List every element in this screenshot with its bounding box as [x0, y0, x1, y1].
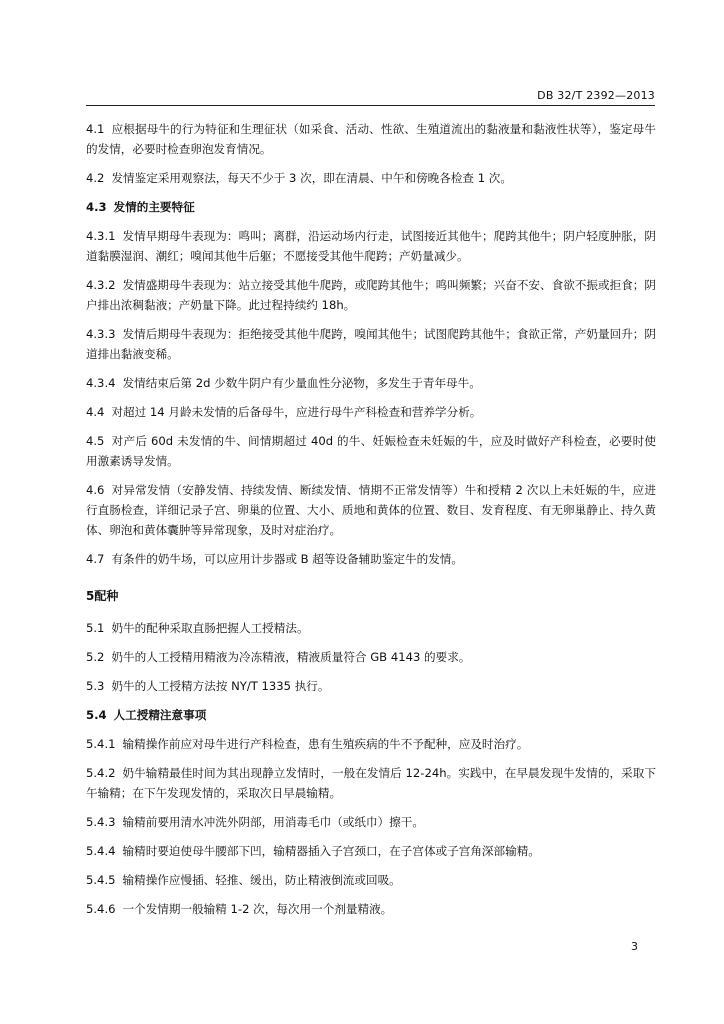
clause-text: 输精操作应慢插、轻推、缓出，防止精液倒流或回吸。 [122, 873, 401, 887]
clause-paragraph [86, 226, 656, 266]
clause-text: 对超过 14 月龄未发情的后备母牛，应进行母牛产科检查和营养学分析。 [111, 405, 482, 419]
clause-paragraph [86, 373, 656, 393]
standard-code: DB 32/T 2392—2013 [537, 89, 655, 102]
clause-number: 4.3.3 [86, 327, 116, 341]
clause-text: 输精时要迫使母牛腰部下凹，输精器插入子宫颈口，在子宫体或子宫角深部输精。 [122, 844, 540, 858]
clause-number: 5.4.1 [86, 737, 116, 751]
clause-number: 4.5 [86, 434, 105, 448]
clause-paragraph [86, 402, 656, 422]
clause-text: 奶牛的配种采取直肠把握人工授精法。 [111, 621, 309, 635]
clause-number: 4.6 [86, 483, 105, 497]
clause-text: 发情的主要特征 [113, 200, 195, 214]
chapter-heading [86, 586, 656, 606]
clause-number: 4.7 [86, 552, 105, 566]
clause-number: 4.3.1 [86, 229, 116, 243]
clause-number: 4.3 [86, 200, 107, 214]
clause-paragraph [86, 899, 656, 919]
clause-paragraph [86, 119, 656, 159]
clause-paragraph [86, 168, 656, 188]
clause-text: 奶牛输精最佳时间为其出现静立发情时，一般在发情后 12-24h。实践中，在早晨发现牛发情的，采取下午输精；在下午发现发情的，采取次日早晨输精。 [86, 766, 656, 800]
clause-text: 一个发情期一般输精 1-2 次，每次用一个剂量精液。 [122, 902, 393, 916]
clause-paragraph [86, 812, 656, 832]
document-body [86, 119, 656, 928]
clause-text: 发情鉴定采用观察法，每天不少于 3 次，即在清晨、中午和傍晚各检查 1 次。 [111, 171, 512, 185]
clause-number: 4.2 [86, 171, 105, 185]
clause-number: 5.4.3 [86, 815, 116, 829]
clause-paragraph [86, 870, 656, 890]
clause-number: 4.3.4 [86, 376, 116, 390]
clause-paragraph [86, 763, 656, 803]
header-rule [86, 105, 655, 106]
clause-text: 奶牛的人工授精方法按 NY/T 1335 执行。 [111, 679, 330, 693]
clause-text: 配种 [94, 589, 119, 603]
section-heading [86, 705, 656, 725]
clause-number: 5.4.2 [86, 766, 116, 780]
clause-number: 5.4 [86, 708, 107, 722]
clause-number: 4.1 [86, 122, 105, 136]
clause-number: 5.2 [86, 650, 105, 664]
clause-text: 发情早期母牛表现为：鸣叫；离群，沿运动场内行走，试图接近其他牛；爬跨其他牛；阴户轻度肿胀，阴道黏膜湿润、潮红；嗅闻其他牛后躯；不愿接受其他牛爬跨；产奶量减少。 [86, 229, 656, 263]
clause-paragraph [86, 275, 656, 315]
clause-number: 4.3.2 [86, 278, 116, 292]
clause-number: 4.4 [86, 405, 105, 419]
clause-paragraph [86, 647, 656, 667]
clause-paragraph [86, 324, 656, 364]
clause-number: 5.1 [86, 621, 105, 635]
clause-text: 对产后 60d 未发情的牛、间情期超过 40d 的牛、妊娠检查未妊娠的牛，应及时做好产科检查，必要时使用激素诱导发情。 [86, 434, 656, 468]
clause-number: 5.3 [86, 679, 105, 693]
clause-paragraph [86, 549, 656, 569]
clause-text: 发情盛期母牛表现为：站立接受其他牛爬跨，或爬跨其他牛；鸣叫频繁；兴奋不安、食欲不振或拒食；阴户排出浓稠黏液；产奶量下降。此过程持续约 18h。 [86, 278, 656, 312]
clause-paragraph [86, 676, 656, 696]
clause-number: 5.4.6 [86, 902, 116, 916]
page-number: 3 [631, 940, 638, 953]
clause-text: 对异常发情（安静发情、持续发情、断续发情、情期不正常发情等）牛和授精 2 次以上未妊娠的牛，应进行直肠检查，详细记录子宫、卵巢的位置、大小、质地和黄体的位置、数目、发育程度、有无卵巢静止、持久黄体、卵泡和黄体囊肿等异常现象，及时对症治疗。 [86, 483, 656, 537]
clause-text: 发情后期母牛表现为：拒绝接受其他牛爬跨，嗅闻其他牛；试图爬跨其他牛；食欲正常，产奶量回升；阴道排出黏液变稀。 [86, 327, 656, 361]
clause-paragraph [86, 841, 656, 861]
clause-number: 5.4.4 [86, 844, 116, 858]
clause-number: 5 [86, 589, 95, 603]
clause-text: 有条件的奶牛场，可以应用计步器或 B 超等设备辅助鉴定牛的发情。 [111, 552, 463, 566]
clause-text: 输精前要用清水冲洗外阴部，用消毒毛巾（或纸巾）擦干。 [122, 815, 424, 829]
clause-paragraph [86, 431, 656, 471]
clause-number: 5.4.5 [86, 873, 116, 887]
clause-paragraph [86, 618, 656, 638]
clause-text: 奶牛的人工授精用精液为冷冻精液，精液质量符合 GB 4143 的要求。 [111, 650, 471, 664]
clause-text: 应根据母牛的行为特征和生理征状（如采食、活动、性欲、生殖道流出的黏液量和黏液性状等），鉴定母牛的发情，必要时检查卵泡发育情况。 [86, 122, 656, 156]
clause-paragraph [86, 480, 656, 540]
section-heading [86, 197, 656, 217]
clause-text: 输精操作前应对母牛进行产科检查，患有生殖疾病的牛不予配种，应及时治疗。 [122, 737, 529, 751]
clause-text: 发情结束后第 2d 少数牛阴户有少量血性分泌物，多发生于青年母牛。 [122, 376, 481, 390]
clause-paragraph [86, 734, 656, 754]
clause-text: 人工授精注意事项 [113, 708, 207, 722]
